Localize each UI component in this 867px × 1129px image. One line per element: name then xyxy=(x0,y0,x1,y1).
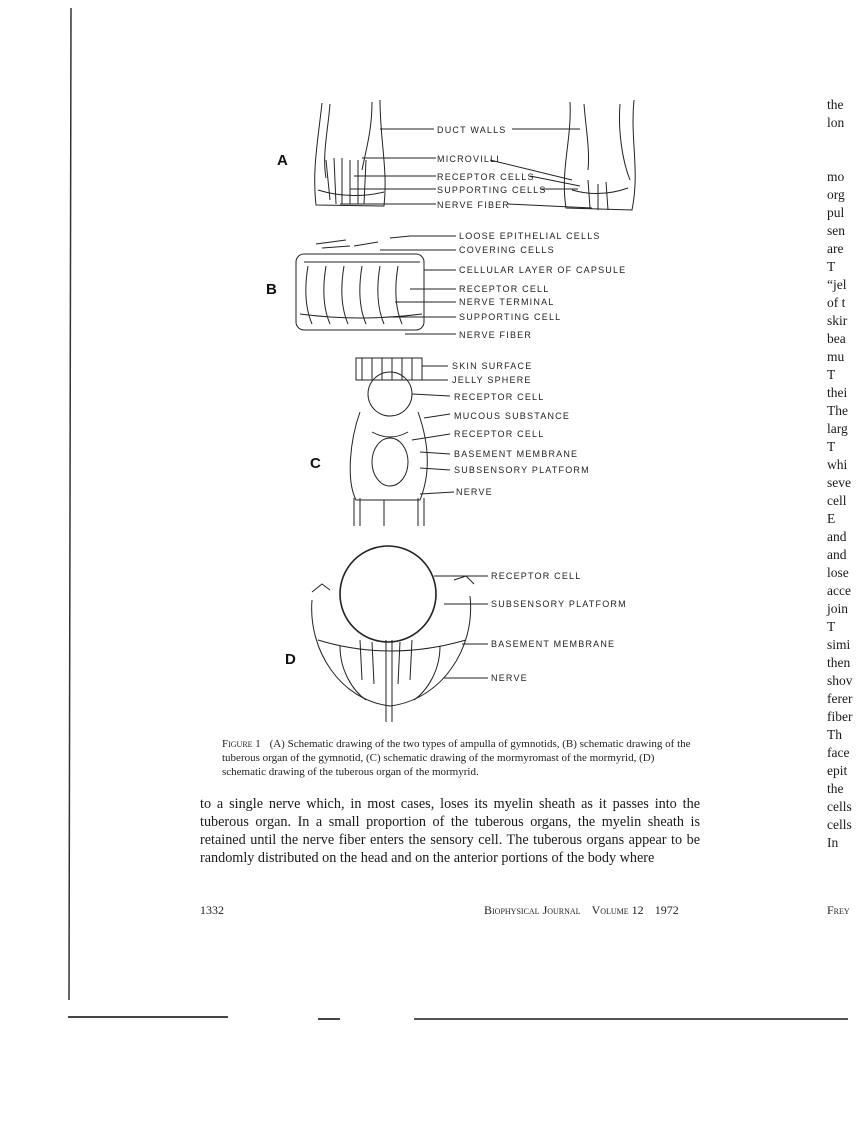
label-basement-membrane-d: BASEMENT MEMBRANE xyxy=(491,639,616,649)
adjacent-fragment: ferer xyxy=(827,691,853,706)
label-skin-surface: SKIN SURFACE xyxy=(452,361,533,371)
adjacent-fragment: cell xyxy=(827,493,847,508)
label-receptor-cell-d: RECEPTOR CELL xyxy=(491,571,582,581)
scan-rule-right xyxy=(414,1018,848,1020)
adjacent-fragment: lose xyxy=(827,565,849,580)
figure-caption xyxy=(222,737,692,779)
volume: Volume 12 xyxy=(591,903,644,917)
adjacent-page-column xyxy=(827,96,867,852)
label-nerve-terminal: NERVE TERMINAL xyxy=(459,297,555,307)
adjacent-fragment: the xyxy=(827,97,844,112)
panel-letter-d: D xyxy=(285,651,296,668)
label-microvilli: MICROVILLI xyxy=(437,154,501,164)
body-paragraph: to a single nerve which, in most cases, loses its myelin sheath as it passes into the tuberous organ. In a small proportion of the tuberous organs, the myelin sheath is retained until the nerve fiber enters the sensory cell. The tuberous organs appear to be randomly distributed on the head and on the anterior portions of the body where xyxy=(200,796,700,866)
label-covering-cells: COVERING CELLS xyxy=(459,245,555,255)
adjacent-fragment: In xyxy=(827,835,839,850)
scan-rule-mid xyxy=(318,1018,340,1020)
scan-margin-line xyxy=(69,8,71,1000)
caption-text: (A) Schematic drawing of the two types of ampulla of gymnotids, (B) schematic drawing of the tuberous organ of the gymnotid, (C) schematic drawing of the mormyromast of the mormyrid, (D) schematic drawing of the tuberous organ of the mormyrid. xyxy=(222,738,691,778)
label-nerve-c: NERVE xyxy=(456,487,493,497)
adjacent-fragment: org xyxy=(827,187,845,202)
adjacent-fragment: epit xyxy=(827,763,848,778)
adjacent-fragment: mu xyxy=(827,349,845,364)
adjacent-fragment: T xyxy=(827,439,836,454)
adjacent-fragment: T xyxy=(827,619,836,634)
adjacent-fragment: cells xyxy=(827,799,852,814)
adjacent-fragment: mo xyxy=(827,169,845,184)
adjacent-fragment: “jel xyxy=(827,277,847,292)
journal-name: Biophysical Journal xyxy=(484,903,581,917)
adjacent-fragment: acce xyxy=(827,583,851,598)
label-subsensory-platform-c: SUBSENSORY PLATFORM xyxy=(454,465,590,475)
caption-label: Figure 1 xyxy=(222,738,261,750)
panel-letter-a: A xyxy=(277,152,288,169)
label-supporting-cell: SUPPORTING CELL xyxy=(459,312,562,322)
adjacent-fragment: are xyxy=(827,241,844,256)
adjacent-fragment: and xyxy=(827,547,847,562)
label-loose-epithelial-cells: LOOSE EPITHELIAL CELLS xyxy=(459,231,601,241)
adjacent-fragment: of t xyxy=(827,295,846,310)
adjacent-fragment: thei xyxy=(827,385,848,400)
label-receptor-cell-c1: RECEPTOR CELL xyxy=(454,392,545,402)
label-nerve-d: NERVE xyxy=(491,673,528,683)
label-basement-membrane-c: BASEMENT MEMBRANE xyxy=(454,449,579,459)
label-supporting-cells: SUPPORTING CELLS xyxy=(437,185,547,195)
label-receptor-cells: RECEPTOR CELLS xyxy=(437,172,535,182)
adjacent-fragment: Th xyxy=(827,727,842,742)
adjacent-fragment: fiber xyxy=(827,709,853,724)
label-nerve-fiber-b: NERVE FIBER xyxy=(459,330,533,340)
adjacent-fragment: skir xyxy=(827,313,848,328)
page-number: 1332 xyxy=(200,903,224,917)
adjacent-fragment: simi xyxy=(827,637,851,652)
next-page-running-head: Frey xyxy=(827,903,850,917)
label-mucous-substance: MUCOUS SUBSTANCE xyxy=(454,411,571,421)
panel-letter-c: C xyxy=(310,455,321,472)
label-duct-walls: DUCT WALLS xyxy=(437,125,507,135)
label-cellular-layer-of-capsule: CELLULAR LAYER OF CAPSULE xyxy=(459,265,627,275)
adjacent-fragment: face xyxy=(827,745,850,760)
adjacent-fragment: pul xyxy=(827,205,845,220)
panel-c xyxy=(350,358,454,526)
year: 1972 xyxy=(654,903,679,917)
label-receptor-cell-c2: RECEPTOR CELL xyxy=(454,429,545,439)
adjacent-fragment: seve xyxy=(827,475,851,490)
adjacent-fragment: shov xyxy=(827,673,853,688)
adjacent-fragment: The xyxy=(827,403,848,418)
adjacent-fragment xyxy=(827,150,867,168)
adjacent-fragment: cells xyxy=(827,817,852,832)
adjacent-fragment: bea xyxy=(827,331,846,346)
label-nerve-fiber-a: NERVE FIBER xyxy=(437,200,511,210)
label-jelly-sphere: JELLY SPHERE xyxy=(452,375,532,385)
adjacent-fragment xyxy=(827,132,867,150)
panel-b xyxy=(296,236,456,334)
adjacent-fragment: and xyxy=(827,529,847,544)
adjacent-fragment: lon xyxy=(827,115,845,130)
panel-d xyxy=(312,546,488,722)
adjacent-fragment: E xyxy=(827,511,836,526)
label-receptor-cell-b: RECEPTOR CELL xyxy=(459,284,550,294)
adjacent-fragment: T xyxy=(827,259,836,274)
running-footer xyxy=(484,903,679,918)
adjacent-fragment: whi xyxy=(827,457,848,472)
adjacent-fragment: then xyxy=(827,655,851,670)
adjacent-fragment: sen xyxy=(827,223,845,238)
adjacent-fragment: larg xyxy=(827,421,848,436)
label-subsensory-platform-d: SUBSENSORY PLATFORM xyxy=(491,599,627,609)
adjacent-fragment: join xyxy=(827,601,849,616)
panel-letter-b: B xyxy=(266,281,277,298)
adjacent-fragment: the xyxy=(827,781,844,796)
adjacent-fragment: T xyxy=(827,367,836,382)
scan-rule-left xyxy=(68,1016,228,1018)
